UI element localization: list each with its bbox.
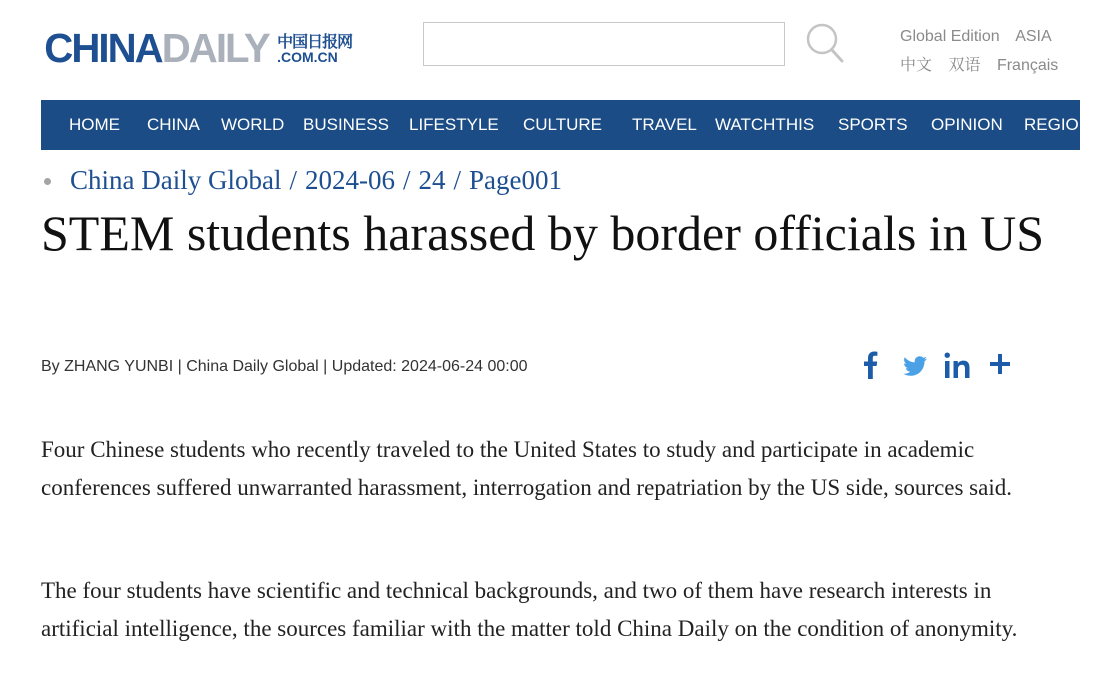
nav-item-travel[interactable]: TRAVEL <box>632 115 697 134</box>
search-icon[interactable] <box>805 22 845 64</box>
main-navigation <box>41 100 1102 150</box>
breadcrumb-publication[interactable]: China Daily Global <box>70 164 282 195</box>
nav-item-sports[interactable]: SPORTS <box>838 115 908 134</box>
article-headline: STEM students harassed by border officials in US <box>41 205 1045 261</box>
china-daily-logo[interactable] <box>42 24 352 70</box>
logo-domain-text: .COM.CN <box>277 49 338 65</box>
edition-links <box>900 27 1058 76</box>
nav-item-home[interactable]: HOME <box>69 115 120 134</box>
edition-row-top <box>900 27 1058 47</box>
article-paragraph: The four students have scientific and technical backgrounds, and two of them have research interests in artificial intelligence, the sources familiar with the matter told China Daily on the condition of anonymity. <box>41 578 1018 641</box>
plus-icon[interactable] <box>988 348 1012 382</box>
asia-edition-link[interactable]: ASIA <box>1015 28 1052 45</box>
breadcrumb-month[interactable]: 2024-06 <box>304 164 395 195</box>
facebook-icon[interactable] <box>860 348 882 382</box>
nav-item-watchthis[interactable]: WATCHTHIS <box>715 115 815 134</box>
nav-item-opinion[interactable]: OPINION <box>931 115 1003 134</box>
nav-item-china[interactable]: CHINA <box>147 115 200 134</box>
breadcrumb-separator: / <box>289 164 297 195</box>
article-byline: By ZHANG YUNBI | China Daily Global | Updated: 2024-06-24 00:00 <box>41 358 528 375</box>
french-edition-link[interactable]: Français <box>996 57 1059 74</box>
global-edition-link[interactable]: Global Edition <box>900 28 1000 45</box>
edition-row-bottom <box>900 56 1058 76</box>
twitter-icon[interactable] <box>900 348 930 382</box>
nav-item-culture[interactable]: CULTURE <box>523 115 603 134</box>
breadcrumb <box>41 162 562 198</box>
logo-wordmark <box>44 26 268 70</box>
site-header <box>0 0 1080 100</box>
breadcrumb-separator: / <box>453 164 462 195</box>
breadcrumb-bullet <box>44 178 51 185</box>
article-paragraph: Four Chinese students who recently traveled to the United States to study and participate in academic conferences suffered unwarranted harassment, interrogation and repatriation by the US side, sources said. <box>41 437 1012 500</box>
nav-item-regions[interactable]: REGIONS <box>1024 115 1102 134</box>
logo-daily-text: DAILY <box>161 25 269 71</box>
nav-item-world[interactable]: WORLD <box>221 115 285 134</box>
logo-chinese-text: 中国日报网 <box>277 32 353 51</box>
chinese-edition-link[interactable]: 中文 <box>900 57 933 74</box>
nav-item-business[interactable]: BUSINESS <box>303 115 389 134</box>
nav-item-lifestyle[interactable]: LIFESTYLE <box>409 115 499 134</box>
breadcrumb-separator: / <box>402 164 411 195</box>
search-input[interactable] <box>423 22 785 66</box>
bilingual-edition-link[interactable]: 双语 <box>948 57 981 74</box>
logo-china-text: CHINA <box>44 25 162 71</box>
breadcrumb-day[interactable]: 24 <box>418 164 446 195</box>
linkedin-icon[interactable] <box>944 348 972 382</box>
breadcrumb-page[interactable]: Page001 <box>469 164 562 195</box>
logo-side-block <box>277 33 352 64</box>
